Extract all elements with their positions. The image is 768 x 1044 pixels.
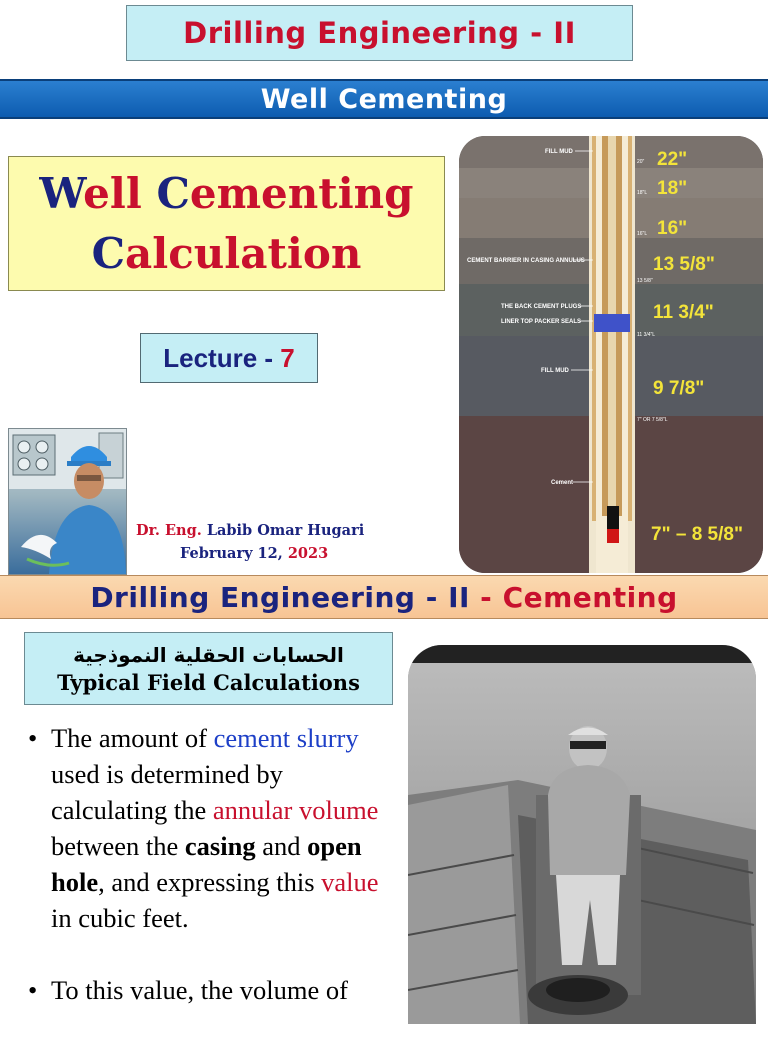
diagram-label-back-cement-plugs: THE BACK CEMENT PLUGS	[501, 304, 582, 310]
main-title	[8, 156, 445, 291]
bullet-text: The amount of cement slurry used is determined by calculating the annular volume between the casing and open hole, and expressing this value in cubic feet.	[51, 723, 386, 933]
bullet-item	[28, 972, 400, 1008]
well-casing-diagram	[459, 136, 763, 573]
calculations-title-box	[24, 632, 393, 705]
bullet-item	[28, 720, 400, 936]
diagram-size-11-3-4: 11 3/4"	[653, 302, 714, 323]
calculations-title-english: Typical Field Calculations	[57, 669, 360, 695]
bullet-dot: •	[28, 723, 38, 753]
diagram-mark-11-3-4: 11 3/4"L	[637, 332, 656, 338]
diagram-mark-16: 16"L	[637, 231, 648, 237]
course-title: Drilling Engineering - II	[126, 5, 633, 61]
diagram-label-fill-mud-top: FILL MUD	[545, 149, 573, 155]
slide2-header: Drilling Engineering - II - Cementing	[0, 575, 768, 619]
diagram-mark-7: 7" OR 7 5/8"L	[637, 417, 668, 423]
main-title-line1: Well Cementing	[39, 168, 414, 218]
diagram-size-16: 16"	[657, 218, 688, 239]
diagram-mark-18: 18"L	[637, 190, 648, 196]
diagram-mark-13-5-8: 13 5/8"	[637, 278, 653, 284]
wellhead-site-photo	[408, 645, 756, 1024]
diagram-mark-20: 20"	[637, 159, 645, 165]
diagram-size-13-5-8: 13 5/8"	[653, 254, 715, 275]
diagram-label-liner-top-packer: LINER TOP PACKER SEALS	[501, 319, 582, 325]
lecture-label: Lecture - 7	[140, 333, 318, 383]
author-photo	[8, 428, 127, 575]
diagram-label-cement-barrier: CEMENT BARRIER IN CASING ANNULUS	[467, 258, 585, 264]
main-title-line2: Calculation	[91, 228, 362, 278]
author-name: Dr. Eng. Labib Omar Hugari	[136, 522, 365, 539]
diagram-size-9-7-8: 9 7/8"	[653, 378, 705, 399]
diagram-size-7-8-5-8: 7" – 8 5/8"	[651, 524, 743, 545]
lecture-date: February 12, 2023	[180, 545, 329, 562]
bullet-dot: •	[28, 975, 38, 1005]
bullet-text: To this value, the volume of	[51, 975, 348, 1005]
bullet-list	[28, 720, 400, 1044]
diagram-label-fill-mud: FILL MUD	[541, 368, 569, 374]
diagram-label-cement: Cement	[551, 480, 574, 486]
diagram-size-18: 18"	[657, 178, 688, 199]
topic-banner: Well Cementing	[0, 79, 768, 119]
lecture-number: 7	[280, 342, 295, 373]
calculations-title-arabic: الحسابات الحقلية النموذجية	[73, 642, 344, 667]
diagram-size-22: 22"	[657, 149, 688, 170]
slide2-header-topic: Cementing	[502, 580, 678, 614]
